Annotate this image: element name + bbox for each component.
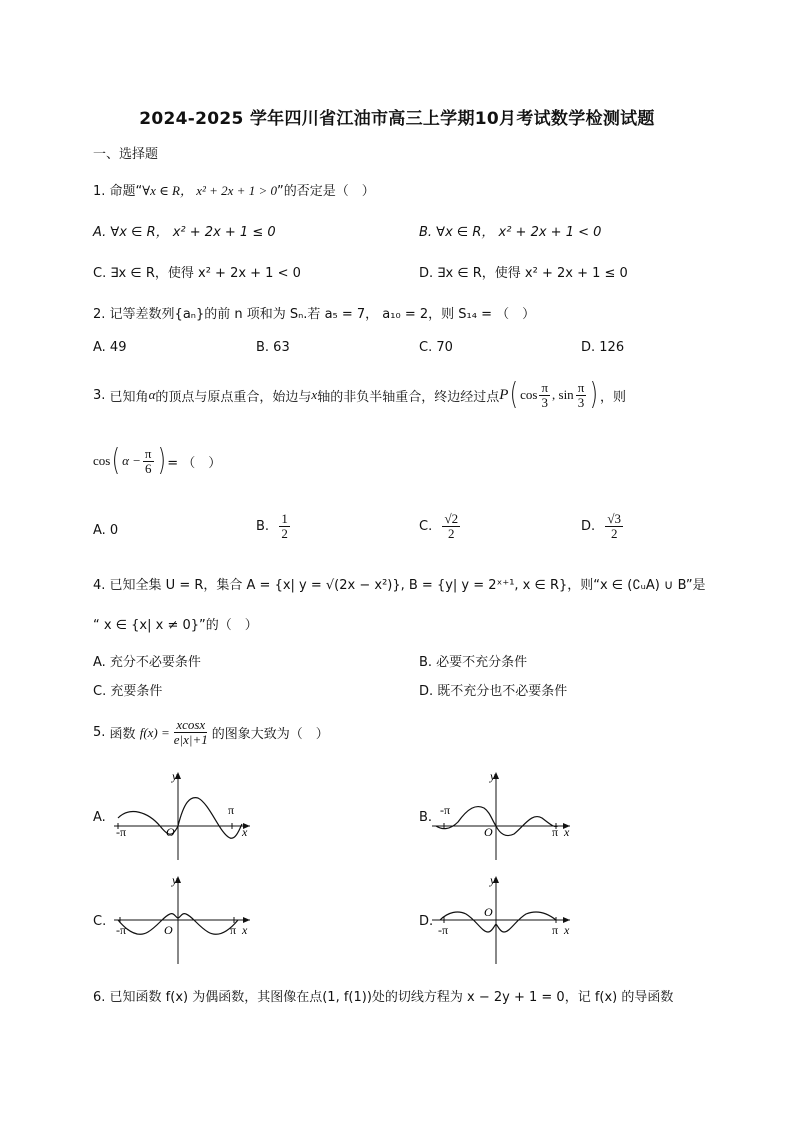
q3-option-b[interactable]: B. $\frac{1}{2}$ [256,511,288,541]
q5-text-b: 的图象大致为（ ） [211,727,329,742]
q1-stem-a: 命题“ [109,184,143,199]
q2-option-b[interactable]: B. 63 [256,340,290,355]
q3-fraction-pi-3a: $\frac{\pi}{3}$ [541,379,549,410]
graph-d-pi: π [552,923,559,937]
graph-d-neg-pi: -π [438,923,449,937]
q3-eq: = （ ） [167,455,222,471]
graph-b-pi: π [552,825,559,839]
q3-option-a[interactable]: A. 0 [93,523,119,538]
q3-text-b: 的顶点与原点重合，始边与 [155,389,312,405]
q2-option-d[interactable]: D. 126 [581,340,625,355]
q3-text-c: 轴的非负半轴重合，终边经过点 [317,389,500,405]
q4-option-c[interactable]: C. 充要条件 [93,684,163,699]
graph-b-y-label: y [490,769,496,783]
q2-number: 2. [93,307,106,322]
q5-number: 5. [93,725,106,740]
q3-x: x [311,387,318,402]
graph-c-neg-pi: -π [116,923,127,937]
graph-c-origin: O [164,923,173,937]
q3-alpha-minus: α − [122,453,141,468]
graph-b-x-label: x [564,825,570,839]
graph-d-y-label: y [490,873,496,887]
q1-stem-b: ”的否定是（ ） [276,184,375,199]
q3-cos: cos [520,387,538,402]
q3-sin: sin [558,387,574,402]
q4-option-d[interactable]: D. 既不充分也不必要条件 [419,684,568,699]
q3-point-p: P [499,386,509,403]
q2-option-c[interactable]: C. 70 [419,340,453,355]
q3-cos2: cos [93,453,111,468]
question-1-stem [93,180,375,199]
q5-option-a-label[interactable]: A. [93,810,106,825]
q5-option-b-label[interactable]: B. [419,810,433,825]
q1-proposition: ∀x ∈ R， x² + 2x + 1 > 0 [142,183,277,198]
q3-alpha: α [148,387,156,402]
q4-number: 4. [93,578,106,593]
q6-number: 6. [93,990,106,1005]
question-6-stem [93,986,673,1005]
q3-option-c[interactable]: C. $\frac{√2}{2}$ [419,511,459,541]
q5-graph-a[interactable] [110,768,260,863]
graph-a-pi: π [228,803,235,817]
q5-fraction: $\frac{xcosx}{e|x|+1}$ [173,717,208,747]
q4-option-a[interactable]: A. 充分不必要条件 [93,655,201,670]
q2-text: 记等差数列{aₙ}的前 n 项和为 Sₙ.若 a₅ = 7， a₁₀ = 2，则 S₁₄ = （ ） [109,307,536,322]
graph-c-x-label: x [242,923,248,937]
q1-option-d[interactable]: D. ∃x ∈ R，使得 x² + 2x + 1 ≤ 0 [419,266,628,281]
q6-text: 已知函数 f(x) 为偶函数，其图像在点(1, f(1))处的切线方程为 x − 2y + 1 = 0，记 f(x) 的导函数 [109,990,674,1005]
q3-expression: cos ( α − $\frac{\pi}{6}$ ) = （ ） [93,443,222,478]
graph-a-origin: O [166,825,175,839]
section-heading: 一、选择题 [93,147,159,162]
q5-option-c-label[interactable]: C. [93,914,107,929]
q3-text-a: 已知角 [109,389,149,405]
question-4-stem [93,574,706,593]
q3-fraction-pi-6: $\frac{\pi}{6}$ [144,445,152,476]
q4-option-b[interactable]: B. 必要不充分条件 [419,655,528,670]
q4-line2: “ x ∈ {x| x ≠ 0}”的（ ） [93,618,258,633]
graph-c-pi: π [230,923,237,937]
q3-then: ，则 [599,389,626,405]
q5-graph-d[interactable] [428,872,578,967]
q1-number: 1. [93,184,106,199]
q3-number: 3. [93,387,106,403]
graph-a-x-label: x [242,825,248,839]
question-5-stem [93,718,329,747]
q1-option-a[interactable]: A. ∀x ∈ R， x² + 2x + 1 ≤ 0 [93,225,276,240]
q3-option-d[interactable]: D. $\frac{√3}{2}$ [581,511,622,541]
q4-line1: 已知全集 U = R，集合 A = {x| y = √(2x − x²)}, B = {y| y = 2ˣ⁺¹, x ∈ R}，则“x ∈ (∁ᵤA) ∪ B”是 [109,578,706,593]
q5-graph-c[interactable] [110,872,260,967]
question-2-stem [93,303,535,322]
q1-option-b[interactable]: B. ∀x ∈ R， x² + 2x + 1 < 0 [419,225,602,240]
q3-fraction-pi-3b: $\frac{\pi}{3}$ [577,379,585,410]
q5-fx: f(x) = [139,724,170,740]
q2-option-a[interactable]: A. 49 [93,340,127,355]
graph-a-neg-pi: -π [116,825,127,839]
graph-b-neg-pi: -π [440,803,451,817]
page-title: 2024-2025 学年四川省江油市高三上学期10月考试数学检测试题 [139,109,655,129]
q5-graph-b[interactable] [428,768,578,863]
graph-c-y-label: y [172,873,178,887]
graph-a-y-label: y [172,769,178,783]
q5-text-a: 函数 [109,727,136,742]
q1-option-c[interactable]: C. ∃x ∈ R，使得 x² + 2x + 1 < 0 [93,266,301,281]
question-3-stem: 3. 已知角 α 的顶点与原点重合，始边与 x 轴的非负半轴重合，终边经过点 P ( cos $\frac{\pi}{3}$ , sin $\frac{\pi}{3}$ ) ，则 [93,377,626,412]
graph-d-origin: O [484,905,493,919]
graph-b-origin: O [484,825,493,839]
q5-option-d-label[interactable]: D. [419,914,434,929]
graph-d-x-label: x [564,923,570,937]
